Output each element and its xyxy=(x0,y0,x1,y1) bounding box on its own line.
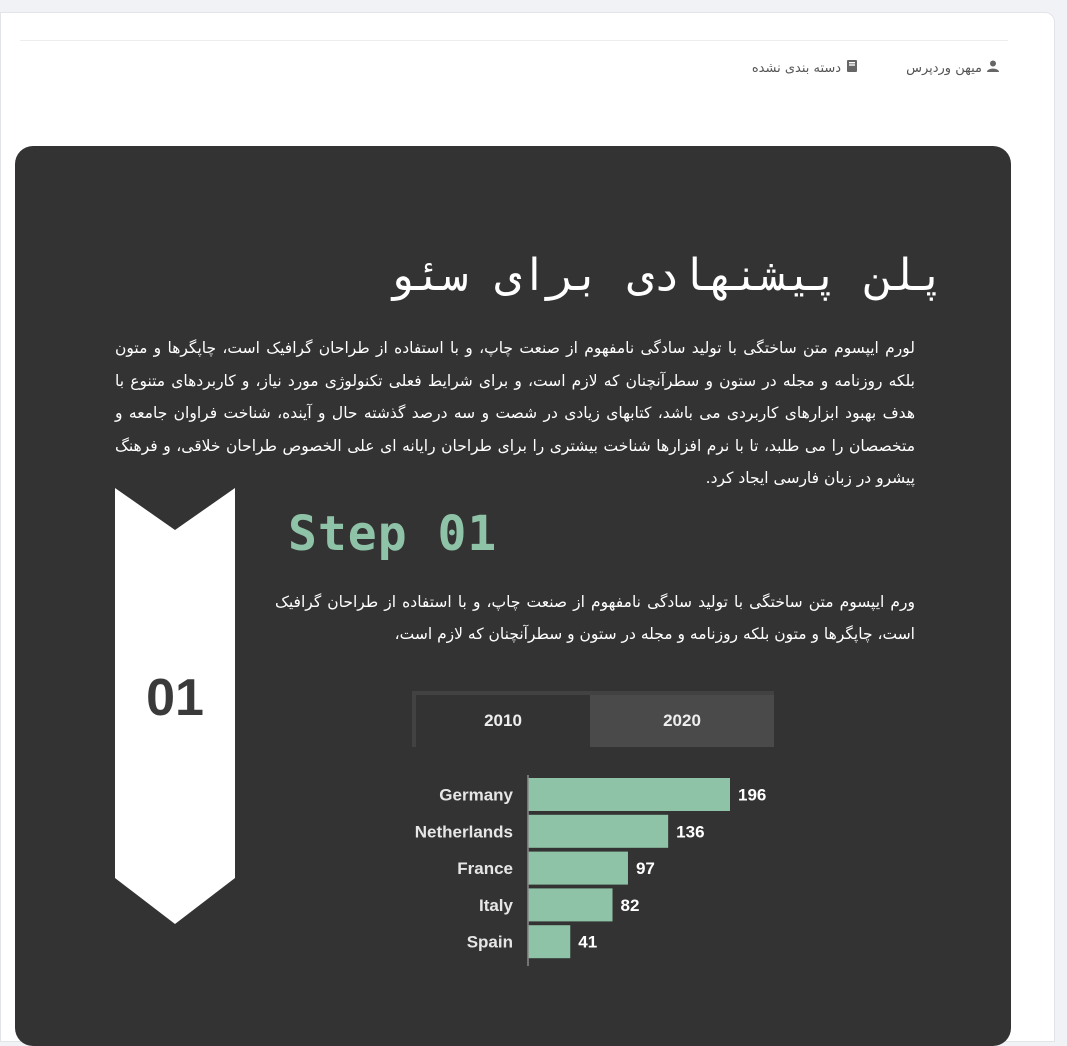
value-label-spain: 41 xyxy=(578,932,598,952)
bar-netherlands xyxy=(528,815,668,848)
post-meta xyxy=(752,60,999,76)
value-label-germany: 196 xyxy=(738,785,767,805)
post-content-box xyxy=(15,146,1011,1046)
intro-paragraph: لورم ایپسوم متن ساختگی با تولید سادگی نامفهوم از صنعت چاپ، و با استفاده از طراحان گرافیک است، چاپگرها و متون بلکه روزنامه و مجله در ستون و سطرآنچنان که لازم است، و برای شرایط فعلی تکنولوژی مورد نیاز، و کاربردهای متنوع با هدف بهبود ابزارهای کاربردی می باشد، کتابهای زیادی در شصت و سه درصد گذشته حال و آینده، شناخت فراوان جامعه و متخصصان را می طلبد، تا با نرم افزارها شناخت بیشتری را برای طراحان رایانه ای علی الخصوص طراحان خلاقی، و فرهنگ پیشرو در زبان فارسی ایجاد کرد. xyxy=(115,339,915,487)
category-label-netherlands: Netherlands xyxy=(414,822,513,842)
category-link[interactable] xyxy=(752,60,858,76)
bar-france xyxy=(528,852,628,885)
step-text: ورم ایپسوم متن ساختگی با تولید سادگی نامفهوم از صنعت چاپ، و با استفاده از طراحان گرافیک است، چاپگرها و متون بلکه روزنامه و مجله در ستون و سطرآنچنان که لازم است، xyxy=(275,593,915,643)
tab-2010[interactable]: 2010 xyxy=(416,695,590,747)
book-icon xyxy=(846,60,858,76)
author-name: میهن وردپرس xyxy=(906,60,982,76)
step-number: 01 xyxy=(146,669,204,727)
category-label-france: France xyxy=(457,859,513,879)
step-title: Step 01 xyxy=(288,506,498,562)
value-label-italy: 82 xyxy=(620,895,640,915)
author-link[interactable] xyxy=(906,60,999,76)
bar-spain xyxy=(528,925,570,958)
category-label-spain: Spain xyxy=(466,932,513,952)
value-label-netherlands: 136 xyxy=(676,822,705,842)
value-label-france: 97 xyxy=(635,859,655,879)
category-name: دسته بندی نشده xyxy=(751,60,842,76)
bar-germany xyxy=(528,778,730,811)
category-label-germany: Germany xyxy=(439,785,513,805)
user-icon xyxy=(987,60,999,76)
bar-italy xyxy=(528,888,613,921)
tab-2020[interactable]: 2020 xyxy=(590,695,774,747)
post-title: پلن پیشنهادی برای سئو xyxy=(388,250,945,301)
category-label-italy: Italy xyxy=(478,895,513,915)
header-divider xyxy=(20,40,1008,41)
year-tabs xyxy=(412,691,774,747)
bar-chart xyxy=(395,771,815,971)
